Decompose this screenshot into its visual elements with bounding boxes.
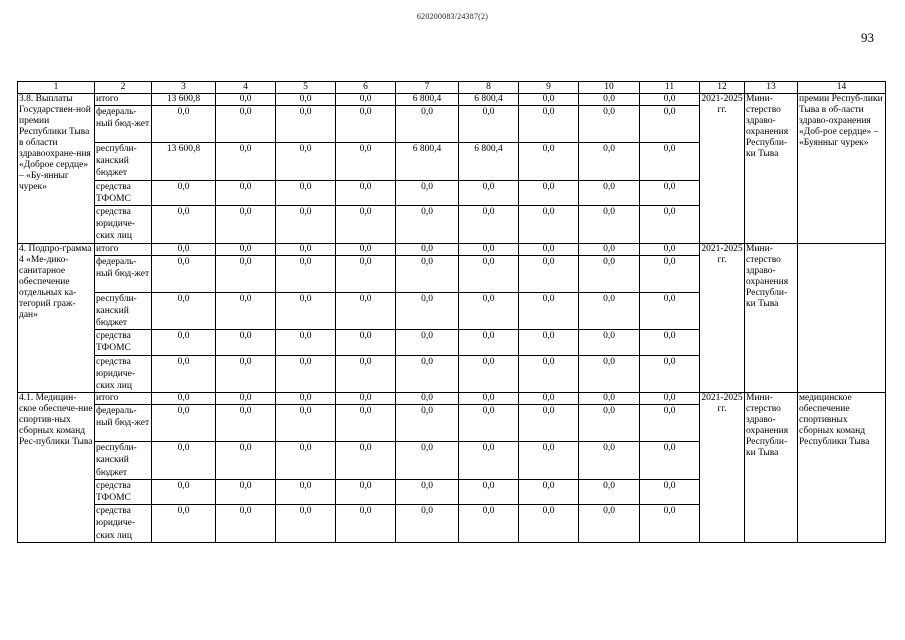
amount-cell: 0,0: [640, 106, 700, 143]
amount-cell: 0,0: [459, 393, 519, 405]
amount-cell: 0,0: [276, 143, 336, 181]
amount-cell: 0,0: [336, 405, 396, 442]
amount-cell: 0,0: [519, 355, 579, 393]
amount-cell: 0,0: [276, 180, 336, 205]
amount-cell: 0,0: [459, 479, 519, 504]
amount-cell: 0,0: [336, 505, 396, 543]
funding-source: итого: [95, 94, 152, 106]
amount-cell: 0,0: [336, 330, 396, 355]
amount-cell: 0,0: [276, 505, 336, 543]
amount-cell: 0,0: [459, 442, 519, 480]
amount-cell: 0,0: [396, 479, 459, 504]
column-number-4: 4: [216, 82, 276, 94]
column-number-8: 8: [459, 82, 519, 94]
amount-cell: 0,0: [396, 106, 459, 143]
result-cell: премии Респуб-лики Тыва в об-ласти здраво-охранения «Доб-рое сердце» – «Буянныг чурек»: [798, 94, 886, 244]
amount-cell: 0,0: [216, 355, 276, 393]
funding-source: средства юридиче-ских лиц: [95, 505, 152, 543]
amount-cell: 0,0: [396, 180, 459, 205]
amount-cell: 0,0: [152, 505, 216, 543]
amount-cell: 0,0: [276, 243, 336, 255]
column-number-6: 6: [336, 82, 396, 94]
amount-cell: 0,0: [579, 292, 640, 330]
column-number-2: 2: [95, 82, 152, 94]
funding-source: федераль-ный бюд-жет: [95, 106, 152, 143]
column-number-7: 7: [396, 82, 459, 94]
amount-cell: 0,0: [579, 393, 640, 405]
amount-cell: 0,0: [336, 292, 396, 330]
amount-cell: 0,0: [336, 143, 396, 181]
amount-cell: 0,0: [276, 106, 336, 143]
amount-cell: 0,0: [152, 206, 216, 244]
amount-cell: 0,0: [579, 255, 640, 292]
amount-cell: 0,0: [519, 405, 579, 442]
period-cell: 2021-2025 гг.: [700, 94, 745, 244]
executor-cell: Мини-стерство здраво-охранения Республи-ки Тыва: [745, 94, 798, 244]
funding-source: республи-канский бюджет: [95, 292, 152, 330]
amount-cell: 0,0: [579, 243, 640, 255]
column-number-11: 11: [640, 82, 700, 94]
amount-cell: 0,0: [640, 255, 700, 292]
amount-cell: 0,0: [579, 355, 640, 393]
amount-cell: 0,0: [640, 505, 700, 543]
column-number-3: 3: [152, 82, 216, 94]
funding-source: федераль-ный бюд-жет: [95, 255, 152, 292]
amount-cell: 0,0: [519, 143, 579, 181]
amount-cell: 0,0: [216, 106, 276, 143]
result-cell: медицинское обеспечение спортивных сборных команд Республики Тыва: [798, 393, 886, 543]
amount-cell: 0,0: [216, 255, 276, 292]
amount-cell: 0,0: [396, 355, 459, 393]
header-row: [18, 82, 886, 94]
amount-cell: 0,0: [640, 393, 700, 405]
column-number-10: 10: [579, 82, 640, 94]
amount-cell: 0,0: [519, 94, 579, 106]
funding-source: средства юридиче-ских лиц: [95, 355, 152, 393]
amount-cell: 0,0: [276, 94, 336, 106]
column-number-9: 9: [519, 82, 579, 94]
amount-cell: 0,0: [276, 405, 336, 442]
funding-source: федераль-ный бюд-жет: [95, 405, 152, 442]
page-number: 93: [861, 30, 874, 45]
column-number-14: 14: [798, 82, 886, 94]
table-row: [18, 393, 886, 405]
amount-cell: 0,0: [216, 505, 276, 543]
amount-cell: 0,0: [396, 505, 459, 543]
amount-cell: 0,0: [579, 442, 640, 480]
amount-cell: 0,0: [336, 94, 396, 106]
amount-cell: 0,0: [276, 393, 336, 405]
amount-cell: 0,0: [276, 355, 336, 393]
amount-cell: 0,0: [519, 505, 579, 543]
document-id: 620200083/24387(2): [416, 12, 489, 21]
column-number-13: 13: [745, 82, 798, 94]
amount-cell: 0,0: [396, 255, 459, 292]
amount-cell: 0,0: [459, 330, 519, 355]
table-row: [18, 94, 886, 106]
amount-cell: 0,0: [396, 243, 459, 255]
amount-cell: 0,0: [396, 405, 459, 442]
amount-cell: 0,0: [152, 180, 216, 205]
amount-cell: 0,0: [396, 393, 459, 405]
amount-cell: 0,0: [336, 206, 396, 244]
amount-cell: 0,0: [152, 355, 216, 393]
amount-cell: 0,0: [459, 206, 519, 244]
measure-name: 4. Подпро-грамма 4 «Ме-дико-санитарное обеспечение отдельных ка-тегорий граж-дан»: [18, 243, 95, 393]
funding-source: средства ТФОМС: [95, 180, 152, 205]
amount-cell: 0,0: [396, 442, 459, 480]
amount-cell: 0,0: [336, 393, 396, 405]
result-cell: [798, 243, 886, 393]
amount-cell: 0,0: [579, 206, 640, 244]
amount-cell: 0,0: [396, 292, 459, 330]
amount-cell: 0,0: [519, 393, 579, 405]
amount-cell: 13 600,8: [152, 94, 216, 106]
amount-cell: 0,0: [276, 330, 336, 355]
amount-cell: 0,0: [152, 393, 216, 405]
amount-cell: 0,0: [216, 180, 276, 205]
amount-cell: 0,0: [519, 206, 579, 244]
amount-cell: 0,0: [519, 330, 579, 355]
amount-cell: 0,0: [519, 106, 579, 143]
amount-cell: 0,0: [152, 292, 216, 330]
column-number-1: 1: [18, 82, 95, 94]
amount-cell: 0,0: [336, 479, 396, 504]
amount-cell: 0,0: [276, 442, 336, 480]
amount-cell: 0,0: [459, 106, 519, 143]
amount-cell: 0,0: [640, 355, 700, 393]
table-row: [18, 243, 886, 255]
measure-name: 4.1. Медицин-ское обеспече-ние спортив-ных сборных команд Рес-публики Тыва: [18, 393, 95, 543]
amount-cell: 0,0: [216, 243, 276, 255]
amount-cell: 0,0: [216, 330, 276, 355]
amount-cell: 0,0: [459, 243, 519, 255]
amount-cell: 0,0: [152, 405, 216, 442]
amount-cell: 0,0: [640, 94, 700, 106]
amount-cell: 0,0: [152, 479, 216, 504]
amount-cell: 0,0: [640, 143, 700, 181]
amount-cell: 0,0: [216, 292, 276, 330]
amount-cell: 0,0: [152, 106, 216, 143]
amount-cell: 0,0: [579, 180, 640, 205]
budget-table: [17, 81, 886, 543]
amount-cell: 0,0: [276, 292, 336, 330]
amount-cell: 0,0: [519, 442, 579, 480]
amount-cell: 0,0: [519, 479, 579, 504]
amount-cell: 0,0: [519, 243, 579, 255]
amount-cell: 0,0: [640, 330, 700, 355]
amount-cell: 0,0: [216, 479, 276, 504]
amount-cell: 0,0: [216, 206, 276, 244]
amount-cell: 0,0: [216, 442, 276, 480]
amount-cell: 0,0: [519, 292, 579, 330]
amount-cell: 0,0: [579, 94, 640, 106]
amount-cell: 0,0: [276, 206, 336, 244]
amount-cell: 0,0: [396, 206, 459, 244]
amount-cell: 0,0: [152, 330, 216, 355]
funding-source: средства ТФОМС: [95, 330, 152, 355]
amount-cell: 0,0: [640, 442, 700, 480]
amount-cell: 0,0: [276, 255, 336, 292]
amount-cell: 0,0: [459, 180, 519, 205]
amount-cell: 0,0: [579, 143, 640, 181]
funding-source: итого: [95, 393, 152, 405]
amount-cell: 0,0: [519, 180, 579, 205]
amount-cell: 0,0: [640, 479, 700, 504]
measure-name: 3.8. Выплаты Государствен-ной премии Республики Тыва в области здравоохране-ния «Доброе сердце» – «Бу-янныг чурек»: [18, 94, 95, 244]
amount-cell: 0,0: [336, 180, 396, 205]
amount-cell: 0,0: [459, 405, 519, 442]
executor-cell: Мини-стерство здраво-охранения Республи-ки Тыва: [745, 243, 798, 393]
amount-cell: 0,0: [336, 255, 396, 292]
executor-cell: Мини-стерство здраво-охранения Республи-ки Тыва: [745, 393, 798, 543]
amount-cell: 0,0: [216, 143, 276, 181]
funding-source: средства ТФОМС: [95, 479, 152, 504]
period-cell: 2021-2025 гг.: [700, 393, 745, 543]
amount-cell: 0,0: [276, 479, 336, 504]
table-body: [18, 82, 886, 543]
amount-cell: 0,0: [579, 405, 640, 442]
amount-cell: 6 800,4: [396, 143, 459, 181]
amount-cell: 0,0: [640, 180, 700, 205]
amount-cell: 0,0: [579, 505, 640, 543]
amount-cell: 0,0: [216, 405, 276, 442]
amount-cell: 0,0: [459, 292, 519, 330]
amount-cell: 6 800,4: [459, 143, 519, 181]
column-number-12: 12: [700, 82, 745, 94]
amount-cell: 6 800,4: [396, 94, 459, 106]
amount-cell: 0,0: [519, 255, 579, 292]
amount-cell: 0,0: [152, 442, 216, 480]
amount-cell: 0,0: [216, 94, 276, 106]
amount-cell: 0,0: [216, 393, 276, 405]
amount-cell: 0,0: [152, 255, 216, 292]
column-number-5: 5: [276, 82, 336, 94]
amount-cell: 0,0: [579, 106, 640, 143]
amount-cell: 0,0: [336, 355, 396, 393]
period-cell: 2021-2025 гг.: [700, 243, 745, 393]
amount-cell: 0,0: [579, 479, 640, 504]
amount-cell: 0,0: [396, 330, 459, 355]
amount-cell: 0,0: [459, 505, 519, 543]
amount-cell: 0,0: [579, 330, 640, 355]
amount-cell: 0,0: [640, 243, 700, 255]
amount-cell: 0,0: [640, 292, 700, 330]
amount-cell: 0,0: [640, 405, 700, 442]
amount-cell: 13 600,8: [152, 143, 216, 181]
amount-cell: 0,0: [152, 243, 216, 255]
amount-cell: 0,0: [336, 243, 396, 255]
amount-cell: 0,0: [459, 355, 519, 393]
amount-cell: 0,0: [640, 206, 700, 244]
funding-source: средства юридиче-ских лиц: [95, 206, 152, 244]
amount-cell: 0,0: [336, 106, 396, 143]
funding-source: республи-канский бюджет: [95, 442, 152, 480]
amount-cell: 0,0: [336, 442, 396, 480]
funding-source: итого: [95, 243, 152, 255]
amount-cell: 0,0: [459, 255, 519, 292]
funding-source: республи-канский бюджет: [95, 143, 152, 181]
amount-cell: 6 800,4: [459, 94, 519, 106]
